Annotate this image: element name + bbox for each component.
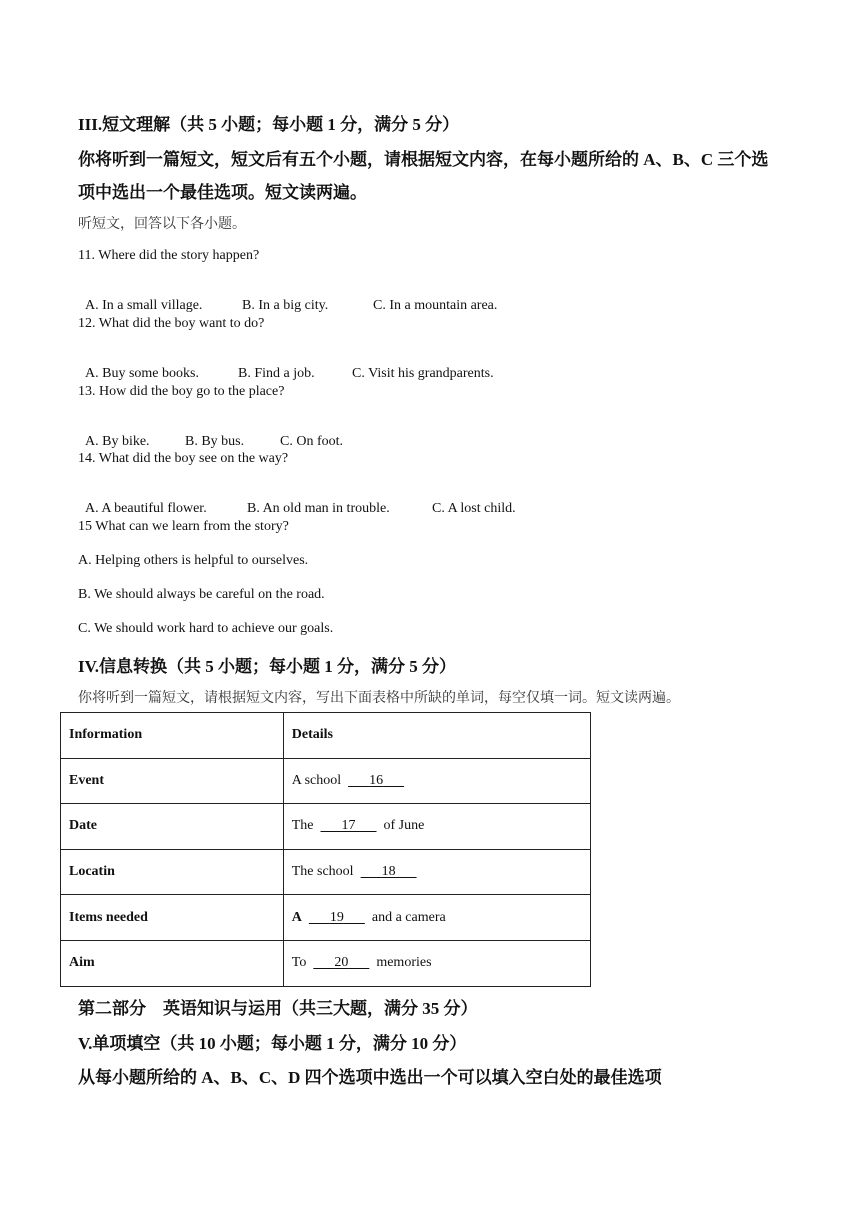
detail-post: and a camera xyxy=(371,909,446,925)
information-table xyxy=(60,712,591,987)
answer-blank-20: 20 xyxy=(334,955,349,971)
row-detail xyxy=(283,940,590,986)
section-3-instruction-line1: 你将听到一篇短文，短文后有五个小题，请根据短文内容，在每小题所给的 A、B、C 三个选 xyxy=(78,150,769,169)
table-row xyxy=(61,940,591,986)
table-header: Information xyxy=(61,713,284,759)
answer-blank-18: 18 xyxy=(381,864,396,880)
row-detail xyxy=(283,758,590,804)
row-detail xyxy=(283,849,590,895)
section-5-title: V.单项填空（共 10 小题；每小题 1 分，满分 10 分） xyxy=(78,1034,467,1053)
answer-blank-19: 19 xyxy=(329,909,344,925)
question-15: 15 What can we learn from the story? xyxy=(78,519,289,534)
table-header-row xyxy=(61,713,591,759)
option-c: C. Visit his grandparents. xyxy=(352,366,494,381)
option-b: B. By bus. xyxy=(185,434,245,449)
row-label: Aim xyxy=(61,940,284,986)
row-detail xyxy=(283,804,590,850)
detail-pre: The school xyxy=(291,864,354,880)
row-detail xyxy=(283,895,590,941)
option-a: A. Buy some books. xyxy=(85,366,199,381)
section-4-title: IV.信息转换（共 5 小题；每小题 1 分，满分 5 分） xyxy=(78,657,456,676)
question-13: 13. How did the boy go to the place? xyxy=(78,384,285,399)
option-c: C. A lost child. xyxy=(432,501,516,516)
question-12-options xyxy=(78,350,494,382)
section-3-prompt: 听短文，回答以下各小题。 xyxy=(78,217,246,232)
part-2-title: 第二部分 英语知识与运用（共三大题，满分 35 分） xyxy=(78,999,478,1018)
row-label: Date xyxy=(61,804,284,850)
option-c: C. In a mountain area. xyxy=(373,298,498,313)
option-b: B. In a big city. xyxy=(242,298,329,313)
detail-post: of June xyxy=(383,818,425,834)
option-a: A. By bike. xyxy=(85,434,150,449)
question-14: 14. What did the boy see on the way? xyxy=(78,451,289,466)
table-header: Details xyxy=(283,713,590,759)
option-c: C. On foot. xyxy=(280,434,343,449)
question-14-options xyxy=(78,485,516,517)
section-5-instruction: 从每小题所给的 A、B、C、D 四个选项中选出一个可以填入空白处的最佳选项 xyxy=(78,1068,662,1087)
row-label: Locatin xyxy=(61,849,284,895)
table-row xyxy=(61,804,591,850)
question-15-option-c: C. We should work hard to achieve our goals. xyxy=(78,621,334,636)
detail-pre: The xyxy=(291,818,314,834)
option-b: B. Find a job. xyxy=(238,366,315,381)
answer-blank-16: 16 xyxy=(369,772,384,788)
section-3-title: III.短文理解（共 5 小题；每小题 1 分，满分 5 分） xyxy=(78,115,460,134)
detail-post: memories xyxy=(376,955,432,971)
detail-pre: A school xyxy=(291,772,342,788)
option-b: B. An old man in trouble. xyxy=(247,501,390,516)
answer-blank-17: 17 xyxy=(341,818,356,834)
question-11-options xyxy=(78,282,497,314)
row-label: Items needed xyxy=(61,895,284,941)
option-a: A. A beautiful flower. xyxy=(85,501,207,516)
section-4-instruction: 你将听到一篇短文，请根据短文内容，写出下面表格中所缺的单词，每空仅填一词。短文读两遍。 xyxy=(78,691,680,706)
table-row xyxy=(61,758,591,804)
table-row xyxy=(61,895,591,941)
table-row xyxy=(61,849,591,895)
detail-pre: A xyxy=(291,909,302,925)
question-11: 11. Where did the story happen? xyxy=(78,248,260,263)
question-15-option-b: B. We should always be careful on the road. xyxy=(78,587,325,602)
question-12: 12. What did the boy want to do? xyxy=(78,316,265,331)
row-label: Event xyxy=(61,758,284,804)
detail-pre: To xyxy=(291,955,307,971)
question-13-options xyxy=(78,418,343,450)
section-3-instruction-line2: 项中选出一个最佳选项。短文读两遍。 xyxy=(78,183,367,202)
option-a: A. In a small village. xyxy=(85,298,203,313)
question-15-option-a: A. Helping others is helpful to ourselves. xyxy=(78,553,309,568)
